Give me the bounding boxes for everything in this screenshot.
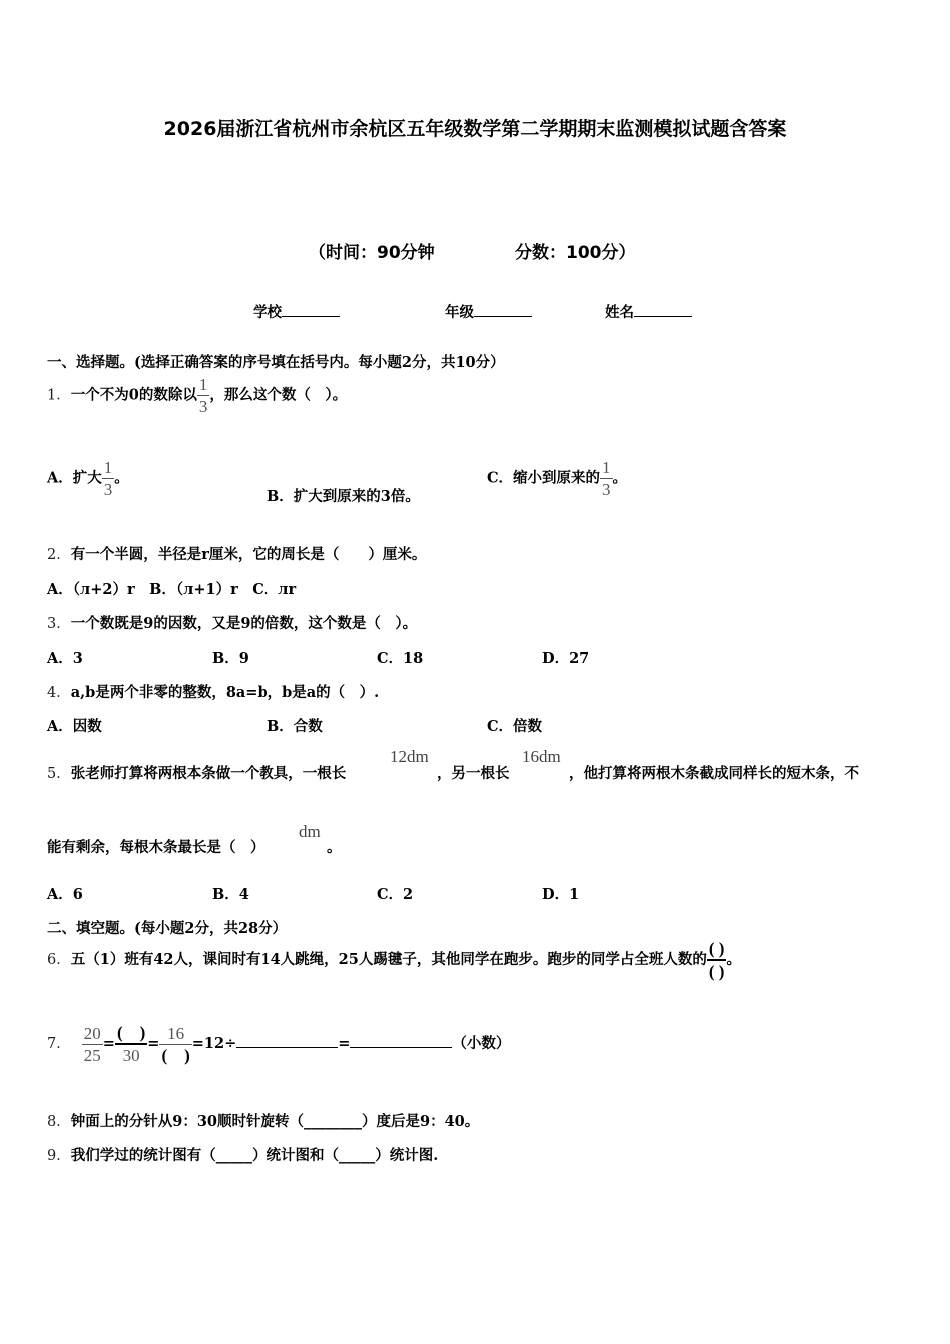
page-title: 2026届浙江省杭州市余杭区五年级数学第二学期期末监测模拟试题含答案 (163, 118, 787, 140)
question-number: 6． (47, 952, 71, 968)
fraction-blank-30: $\frac{( )}{30}$ (116, 1023, 146, 1065)
school-blank (282, 302, 340, 317)
option-c: C．缩小到原来的 $\frac{1}{3}$ 。 (487, 458, 628, 499)
question-text: 一个数既是9的因数，又是9的倍数，这个数是（ ）。 (70, 615, 418, 632)
grade-blank (474, 302, 532, 317)
option-b: B．合数 (267, 718, 323, 735)
options: A．（л+2）r B．（л+1）r C．лr (47, 581, 297, 598)
question-text: 钟面上的分针从9：30顺时针旋转（________）度后是9：40。 (70, 1113, 480, 1130)
option-b: B．扩大到原来的3倍。 (267, 488, 420, 505)
question-number: 9． (47, 1148, 71, 1164)
option-c: C．倍数 (487, 718, 543, 735)
question-2 (47, 543, 426, 564)
option-d: D．27 (542, 650, 590, 667)
exam-score: 分数：100分） (515, 243, 636, 263)
question-text: 我们学过的统计图有（_____）统计图和（_____）统计图. (70, 1147, 439, 1164)
question-number: 2． (47, 547, 71, 563)
school-label: 学校 (253, 304, 282, 321)
grade-field (445, 301, 532, 322)
length-1: 12dm (390, 747, 429, 766)
fraction-one-third: $\frac{1}{3}$ (602, 458, 611, 499)
question-text: 五（1）班有42人，课间时有14人跳绳，25人踢毽子，其他同学在跑步。跑步的同学占全班人数的 (70, 951, 707, 968)
option-a: A．3 (47, 650, 83, 667)
question-9 (47, 1144, 438, 1165)
fraction-one-third: $\frac{1}{3}$ (103, 458, 113, 499)
fraction-16-blank: $\frac{16}{( )}$ (161, 1023, 190, 1065)
question-7: 7． $\frac{20}{25}$ = $\frac{( )}{30}$ = $\frac{16}{( )}$ =12÷ = （小数） (47, 1023, 511, 1065)
option-b: B．9 (212, 650, 249, 667)
question-5-line-1c: ，他打算将两根木条截成同样长的短木条，不 (569, 765, 859, 782)
question-text: a,b是两个非零的整数，8a=b，b是a的（ ）. (70, 684, 380, 701)
name-field (605, 301, 692, 322)
fraction-20-25: $\frac{20}{25}$ (83, 1023, 101, 1065)
option-d: D．1 (542, 886, 580, 903)
option-a: A．因数 (47, 718, 102, 735)
question-6: 6．五（1）班有42人，课间时有14人跳绳，25人踢毽子，其他同学在跑步。跑步的同学占全班人数的 $\frac{( )}{( )}$ 。 (47, 939, 741, 981)
question-number: 4． (47, 685, 71, 701)
section-1-heading: 一、选择题。(选择正确答案的序号填在括号内。每小题2分，共10分） (47, 354, 505, 371)
option-c: C．2 (377, 886, 414, 903)
school-field (253, 301, 340, 322)
question-5-line-1b: ，另一根长 (437, 765, 510, 782)
blank-fraction: $\frac{( )}{( )}$ (708, 939, 725, 981)
question-text: 一个不为0的数除以 (70, 386, 197, 404)
grade-label: 年级 (445, 304, 474, 321)
question-5-line-2: 能有剩余，每根木条最长是（ ） (47, 839, 265, 856)
question-number: 5． (47, 766, 71, 782)
question-text: 有一个半圆，半径是r厘米，它的周长是（ ）厘米。 (70, 546, 427, 563)
option-a: A．6 (47, 886, 83, 903)
question-4 (47, 681, 379, 702)
question-1 (47, 376, 347, 415)
question-number: 3． (47, 616, 71, 632)
question-8 (47, 1110, 479, 1131)
unit-dm: dm (299, 822, 321, 841)
answer-blank (350, 1033, 452, 1048)
question-number: 7． (47, 1036, 71, 1052)
section-2-heading: 二、填空题。(每小题2分，共28分） (47, 920, 288, 937)
exam-time: （时间：90分钟 (309, 243, 435, 263)
question-number: 8． (47, 1114, 71, 1130)
fraction-one-third: $\frac{1}{3}$ (198, 375, 208, 416)
question-5-line-1: 5．张老师打算将两根本条做一个教具，一根长 (47, 765, 347, 782)
question-number: 1． (47, 387, 71, 404)
name-blank (634, 302, 692, 317)
option-b: B．4 (212, 886, 249, 903)
question-5-end: 。 (327, 839, 342, 856)
question-3 (47, 612, 417, 633)
option-a: A．扩大 $\frac{1}{3}$ 。 (47, 458, 129, 499)
option-c: C．18 (377, 650, 424, 667)
answer-blank (236, 1033, 338, 1048)
length-2: 16dm (522, 747, 561, 766)
name-label: 姓名 (605, 304, 634, 321)
question-text: ，那么这个数（ ）。 (209, 386, 348, 404)
